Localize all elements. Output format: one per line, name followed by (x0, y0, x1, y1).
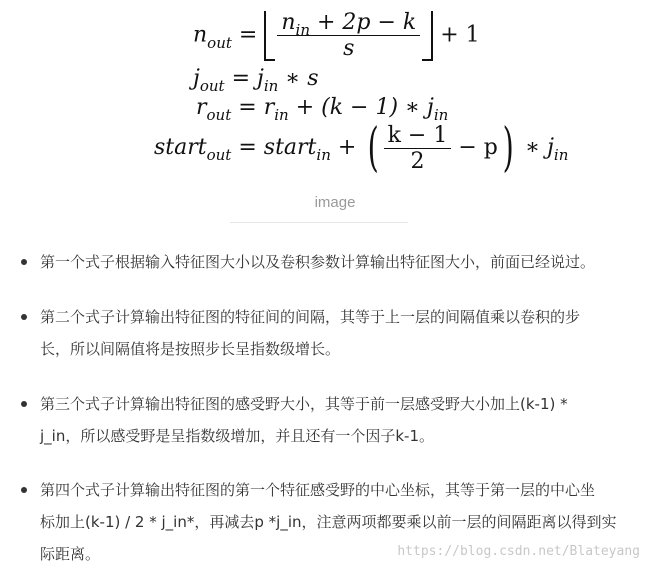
fraction: $\frac{n_{in} + 2p - k}{s}$ (277, 10, 420, 61)
list-item: 第二个式子计算输出特征图的特征间的间隔，其等于上一层的间隔值乘以卷积的步 长，所以间隔值将是按照步长呈指数级增长。 (40, 301, 640, 365)
list-item: 第四个式子计算输出特征图的第一个特征感受野的中心坐标，其等于第一层的中心坐 标加上(k-1) / 2 * j_in*，再减去p *j_in，注意两项都要乘以前一层的间隔距离以得到实 际距离。 (40, 474, 640, 570)
bullet-dot (21, 314, 27, 320)
watermark-url: https://blog.csdn.net/Blateyang (397, 544, 640, 559)
list-item: 第三个式子计算输出特征图的感受野大小，其等于前一层感受野大小加上(k-1) * j_in，所以感受野是呈指数级增加，并且还有一个因子k-1。 (40, 388, 640, 452)
fraction: $\frac{k - 1}{2}$ (384, 123, 452, 174)
bullet-dot (21, 401, 27, 407)
list-item: 第一个式子根据输入特征图大小以及卷积参数计算输出特征图大小，前面已经说过。 (40, 246, 640, 278)
equation-receptive-field: $r_{out} = r_{in} + (k - 1)$ ∗ $j_{in}$ (196, 95, 449, 124)
floor-bracket-left (264, 11, 275, 61)
bullet-dot (21, 259, 27, 265)
equation-start: start$_{out}$ = start$_{in}$ + ( $\frac{k - 1}{2}$ − p) ∗ $j_{in}$ (154, 118, 569, 178)
paren-left: ( (367, 118, 380, 178)
equation-output-size: $n_{out}$ = $\frac{n_{in} + 2p - k}{s}$ + 1 (193, 10, 480, 61)
equation-jump: $j_{out} = j_{in}$ ∗ s (193, 66, 319, 95)
floor-bracket-right (422, 11, 433, 61)
image-caption: image (314, 194, 356, 211)
bullet-dot (21, 487, 27, 493)
caption-divider (230, 222, 408, 223)
paren-right: ) (502, 118, 514, 178)
